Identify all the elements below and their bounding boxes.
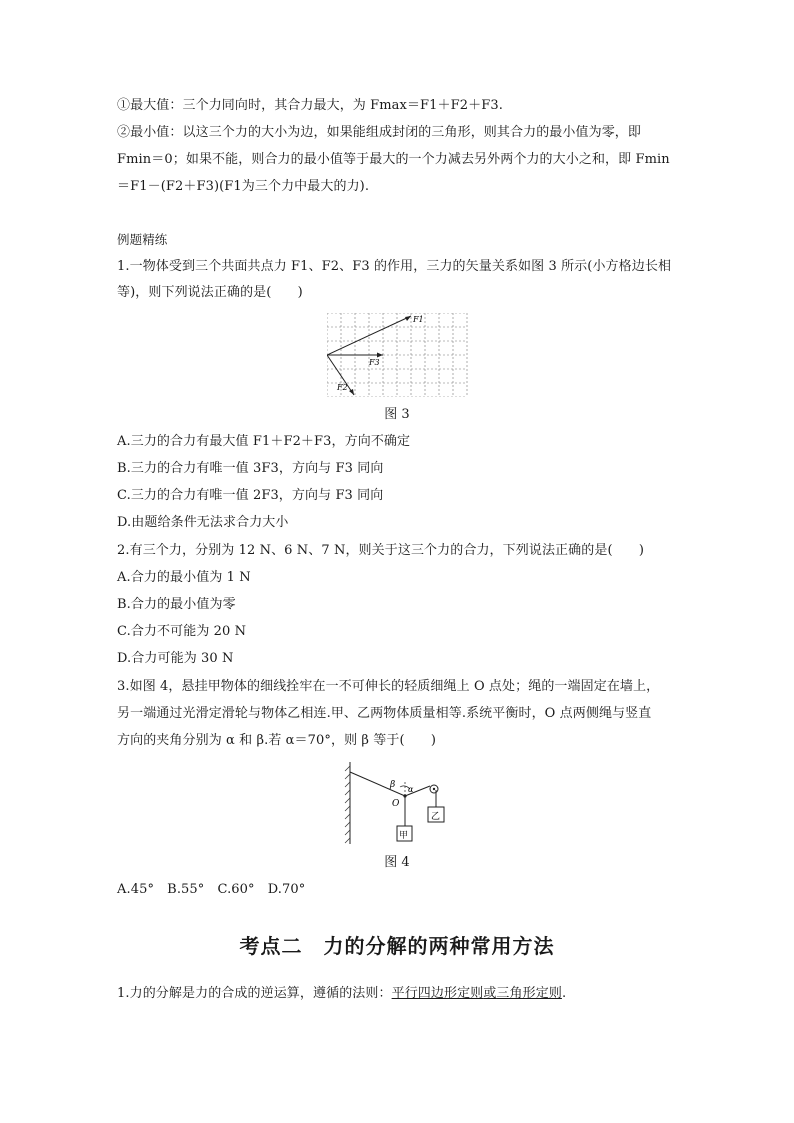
figure-3-caption: 图 3 xyxy=(384,407,410,422)
label-beta: β xyxy=(390,780,396,790)
label-jia: 甲 xyxy=(399,831,409,841)
label-o: O xyxy=(392,799,400,809)
label-f1: F1 xyxy=(413,315,424,324)
section-label: 例题精练 xyxy=(117,232,168,247)
figure-4-caption: 图 4 xyxy=(384,855,410,870)
figure-3-vector-grid xyxy=(327,313,469,397)
option-line: C.三力的合力有唯一值 2F3，方向与 F3 同向 xyxy=(117,488,384,503)
text-line: ①最大值：三个力同向时，其合力最大，为 Fmax＝F1＋F2＋F3. xyxy=(117,98,503,113)
section-text-prefix: 1.力的分解是力的合成的逆运算，遵循的法则： xyxy=(117,986,392,1001)
label-f3: F3 xyxy=(369,358,380,367)
text-line: 1.一物体受到三个共面共点力 F1、F2、F3 的作用，三力的矢量关系如图 3 所示(小方格边长相 xyxy=(117,259,672,274)
option-line: B.合力的最小值为零 xyxy=(117,597,236,612)
answer-options: A.45° B.55° C.60° D.70° xyxy=(117,882,306,897)
text-line: 等)，则下列说法正确的是( ) xyxy=(117,285,303,300)
rule-triangle: 三角形定则 xyxy=(496,986,562,1001)
text-line: ＝F1－(F2＋F3)(F1为三个力中最大的力). xyxy=(117,179,370,194)
label-yi: 乙 xyxy=(431,812,441,822)
text-line: Fmin＝0；如果不能，则合力的最小值等于最大的一个力减去另外两个力的大小之和，即 Fmin xyxy=(117,152,670,167)
text-line: 2.有三个力，分别为 12 N、6 N、7 N，则关于这三个力的合力，下列说法正确的是( ) xyxy=(117,543,644,558)
option-line: D.合力可能为 30 N xyxy=(117,651,234,666)
option-line: D.由题给条件无法求合力大小 xyxy=(117,515,289,530)
section-heading: 考点二 力的分解的两种常用方法 xyxy=(239,934,555,958)
text-line: 3.如图 4，悬挂甲物体的细线拴牢在一不可伸长的轻质细绳上 O 点处；绳的一端固定在墙上， xyxy=(117,679,660,694)
text-line: 另一端通过光滑定滑轮与物体乙相连.甲、乙两物体质量相等.系统平衡时，O 点两侧绳与竖直 xyxy=(117,706,652,721)
section-text-suffix: . xyxy=(561,986,567,1001)
option-line: A.合力的最小值为 1 N xyxy=(117,570,251,585)
option-line: A.三力的合力有最大值 F1＋F2＋F3，方向不确定 xyxy=(117,434,411,449)
label-f2: F2 xyxy=(337,383,348,392)
option-line: B.三力的合力有唯一值 3F3，方向与 F3 同向 xyxy=(117,461,384,476)
section-text xyxy=(117,984,566,1004)
figure-4-pulley-diagram xyxy=(340,758,455,848)
label-alpha: α xyxy=(408,785,414,794)
rule-conjunction: 或 xyxy=(483,986,497,1001)
text-line: 方向的夹角分别为 α 和 β.若 α＝70°，则 β 等于( ) xyxy=(117,733,437,748)
rule-parallelogram: 平行四边形定则 xyxy=(391,986,484,1001)
option-line: C.合力不可能为 20 N xyxy=(117,624,247,639)
text-line: ②最小值：以这三个力的大小为边，如果能组成封闭的三角形，则其合力的最小值为零，即 xyxy=(117,125,642,140)
